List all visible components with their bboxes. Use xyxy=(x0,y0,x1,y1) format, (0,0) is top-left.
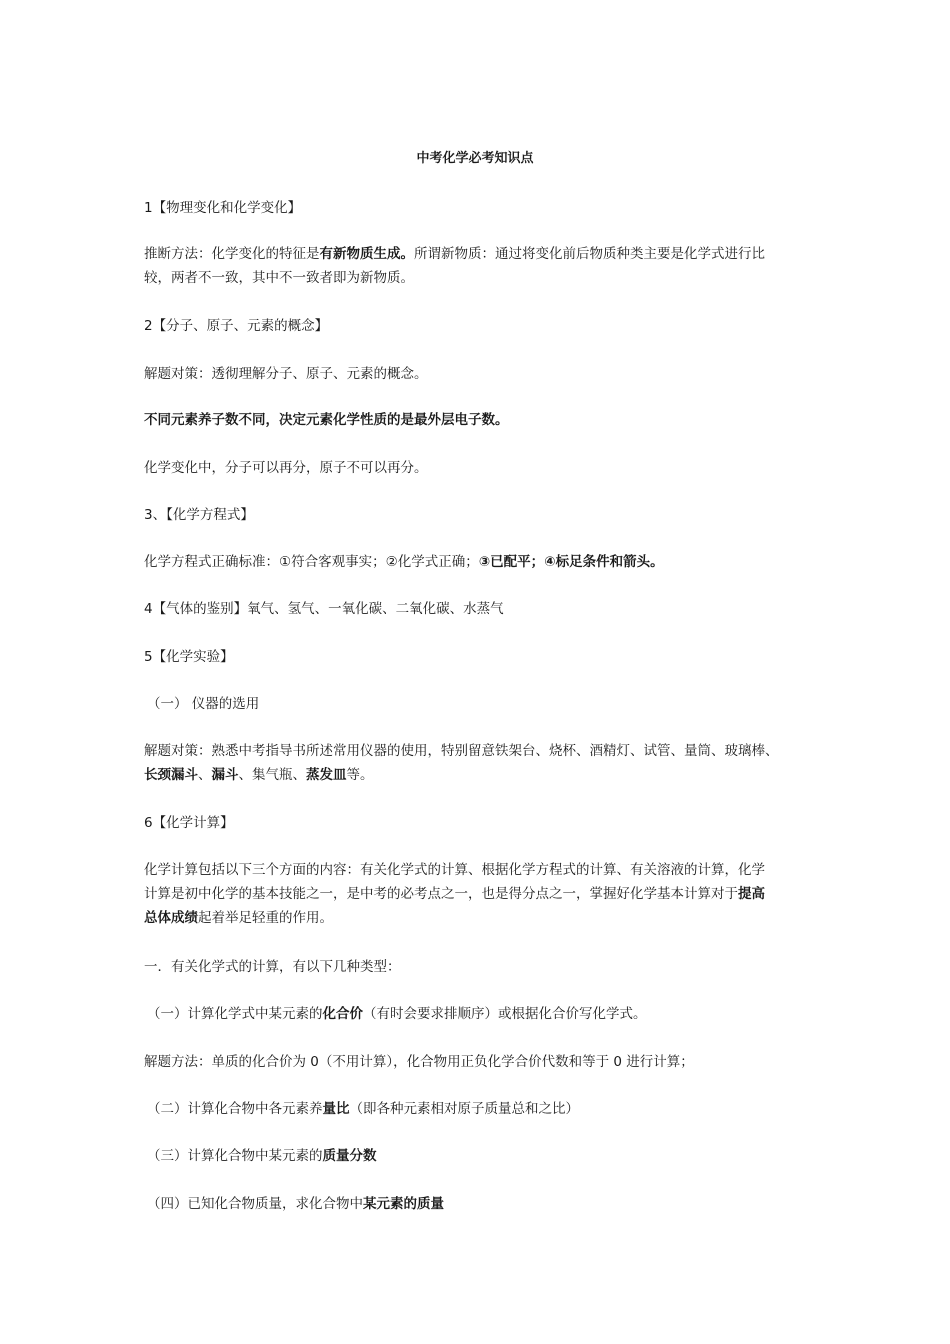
section-1-heading: 1【物理变化和化学变化】 xyxy=(144,200,302,216)
text: 推断方法：化学变化的特征是 xyxy=(144,246,320,262)
section-6-paragraph xyxy=(144,858,816,930)
text: （一）计算化学式中某元素的 xyxy=(147,1006,323,1022)
calc-type-1 xyxy=(147,1002,819,1026)
text: （有时会要求排顺序）或根据化合价写化学式。 xyxy=(363,1006,647,1022)
text: （四）已知化合物质量，求化合物中 xyxy=(147,1196,363,1212)
calc-type-3 xyxy=(147,1144,819,1168)
bold-text: ③已配平；④标足条件和箭头。 xyxy=(478,554,664,570)
text: 计算是初中化学的基本技能之一，是中考的必考点之一，也是得分点之一，掌握好化学基本计算对于 xyxy=(144,886,738,902)
section-2-heading: 2【分子、原子、元素的概念】 xyxy=(144,318,329,334)
text: （即各种元素相对原子质量总和之比） xyxy=(349,1101,579,1117)
bold-text: 化合价 xyxy=(322,1006,363,1022)
section-2-paragraph-1: 解题对策：透彻理解分子、原子、元素的概念。 xyxy=(144,366,428,382)
bold-text: 质量分数 xyxy=(322,1148,377,1164)
calc-types-intro: 一．有关化学式的计算，有以下几种类型： xyxy=(144,959,401,975)
bold-text: 量比 xyxy=(322,1101,350,1117)
text: 起着举足轻重的作用。 xyxy=(198,910,333,926)
text: （二）计算化合物中各元素养 xyxy=(147,1101,323,1117)
bold-text: 蒸发皿 xyxy=(306,767,347,783)
text: 解题对策：熟悉中考指导书所述常用仪器的使用，特别留意铁架台、烧杯、酒精灯、试管、量筒、玻璃棒、 xyxy=(144,743,779,759)
text: （三）计算化合物中某元素的 xyxy=(147,1148,323,1164)
section-2-paragraph-3: 化学变化中，分子可以再分，原子不可以再分。 xyxy=(144,460,428,476)
bold-text: 漏斗 xyxy=(211,767,239,783)
bold-text: 不同元素养子数不同，决定元素化学性质的是最外层电子数。 xyxy=(144,412,509,428)
text: 化学方程式正确标准：①符合客观事实；②化学式正确； xyxy=(144,554,479,570)
section-5-paragraph xyxy=(144,739,816,787)
bold-text: 提高 xyxy=(738,886,765,902)
text: 、集气瓶、 xyxy=(238,767,306,783)
page-title: 中考化学必考知识点 xyxy=(416,151,534,166)
calc-type-2 xyxy=(147,1097,819,1121)
bold-text: 有新物质生成。 xyxy=(319,246,414,262)
section-3-heading: 3、【化学方程式】 xyxy=(144,507,254,523)
text: 化学计算包括以下三个方面的内容：有关化学式的计算、根据化学方程式的计算、有关溶液的计算，化学 xyxy=(144,862,765,878)
text: 氧气、氢气、一氧化碳、二氧化碳、水蒸气 xyxy=(247,601,504,617)
section-3-paragraph xyxy=(144,550,816,574)
section-5-heading: 5【化学实验】 xyxy=(144,649,234,665)
text: 较，两者不一致，其中不一致者即为新物质。 xyxy=(144,270,414,286)
section-5-subheading: （一） 仪器的选用 xyxy=(147,696,260,712)
bold-text: 长颈漏斗 xyxy=(144,767,198,783)
section-2-paragraph-2 xyxy=(144,408,816,432)
calc-type-4 xyxy=(147,1192,819,1216)
text: 等。 xyxy=(346,767,374,783)
section-6-heading: 6【化学计算】 xyxy=(144,815,234,831)
text: 、 xyxy=(198,767,212,783)
section-4-heading xyxy=(144,597,816,621)
text: 4【气体的鉴别】 xyxy=(144,601,248,617)
text: 所谓新物质：通过将变化前后物质种类主要是化学式进行比 xyxy=(414,246,765,262)
bold-text: 总体成绩 xyxy=(144,910,198,926)
section-1-paragraph xyxy=(144,242,816,290)
calc-type-1-method: 解题方法：单质的化合价为 0（不用计算），化合物用正负化学合价代数和等于 0 进行计算； xyxy=(144,1054,694,1070)
bold-text: 某元素的质量 xyxy=(363,1196,444,1212)
